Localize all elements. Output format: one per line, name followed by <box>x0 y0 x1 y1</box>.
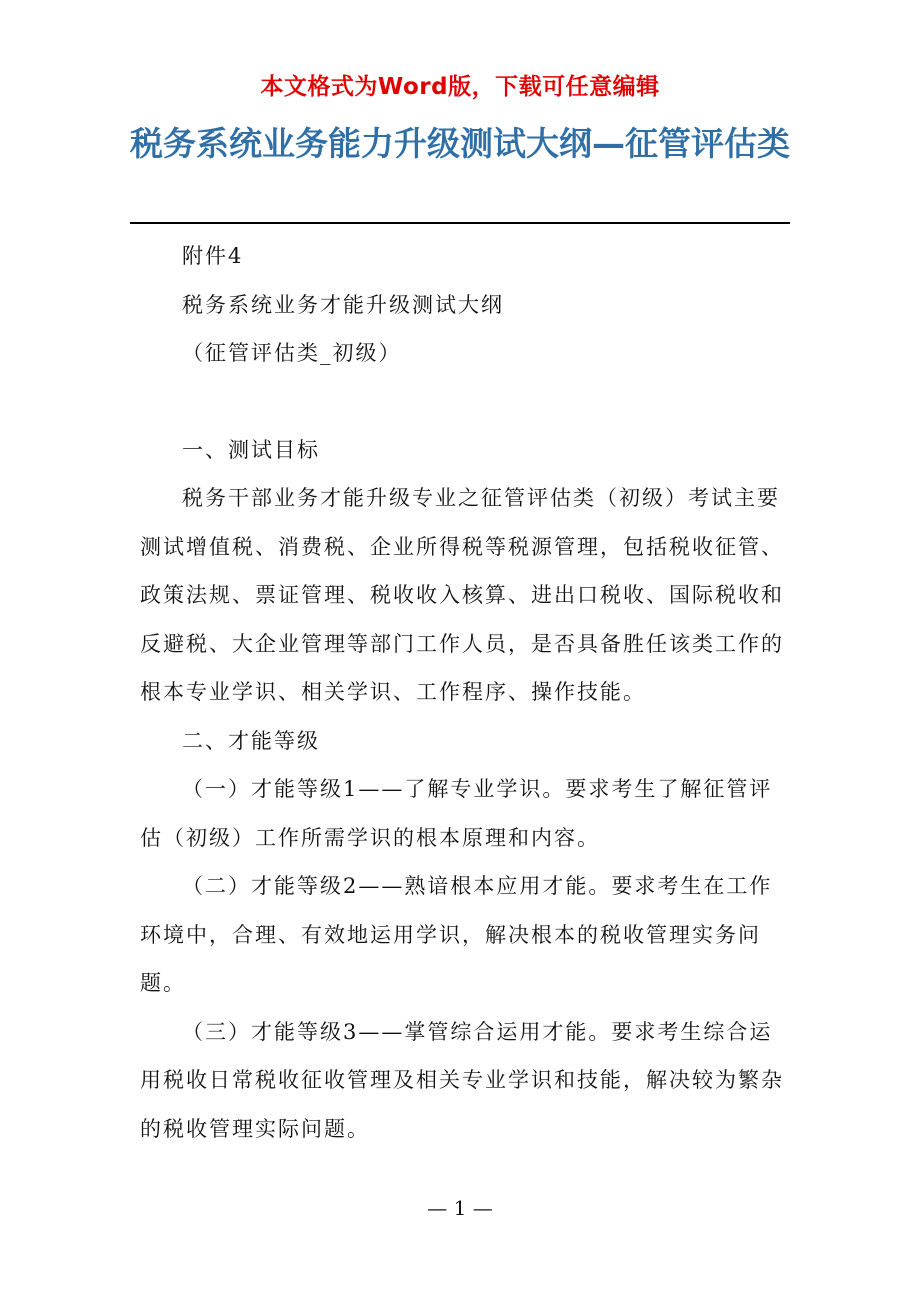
section-heading-levels: 二、才能等级 <box>182 728 320 753</box>
page-number: — 1 — <box>427 1196 493 1220</box>
level-3-paragraph: （三）才能等级3——掌管综合运用才能。要求考生综合运用税收日常税收征收管理及相关专业学识和技能，解决较为繁杂的税收管理实际问题。 <box>140 1019 784 1141</box>
format-notice-banner: 本文格式为Word版，下载可任意编辑 <box>260 74 660 100</box>
level-1-paragraph: （一）才能等级1——了解专业学识。要求考生了解征管评估（初级）工作所需学识的根本原理和内容。 <box>140 777 773 850</box>
section-heading-objectives: 一、测试目标 <box>182 437 320 462</box>
outline-subheading: （征管评估类_初级） <box>182 341 402 365</box>
attachment-label: 附件4 <box>182 244 244 268</box>
title-divider <box>130 222 790 224</box>
document-title: 税务系统业务能力升级测试大纲—征管评估类 <box>130 124 790 163</box>
objectives-paragraph: 税务干部业务才能升级专业之征管评估类（初级）考试主要测试增值税、消费税、企业所得税等税源管理，包括税收征管、政策法规、票证管理、税收收入核算、进出口税收、国际税收和反避税、大企业管理等部门工作人员，是否具备胜任该类工作的根本专业学识、相关学识、工作程序、操作技能。 <box>140 486 784 704</box>
level-2-paragraph: （二）才能等级2——熟谙根本应用才能。要求考生在工作环境中，合理、有效地运用学识，解决根本的税收管理实务问题。 <box>140 874 773 995</box>
document-body <box>140 232 792 1153</box>
outline-heading: 税务系统业务才能升级测试大纲 <box>182 292 504 317</box>
